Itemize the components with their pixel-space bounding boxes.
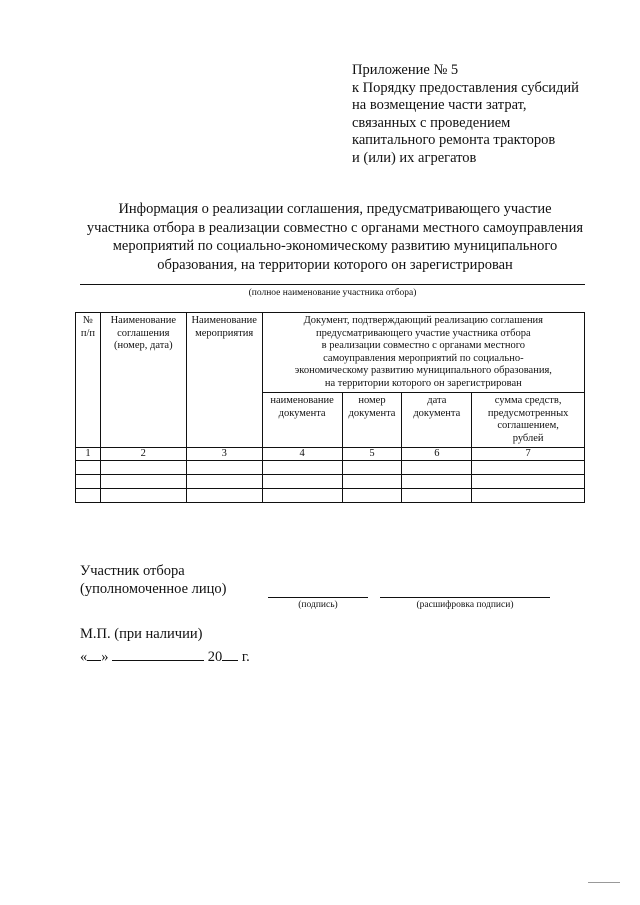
- appendix-header: [352, 62, 579, 167]
- col-header-agreement: Наименование соглашения (номер, дата): [100, 313, 186, 448]
- column-number: 6: [402, 448, 472, 461]
- table-cell[interactable]: [76, 489, 101, 503]
- col-header-doc-name: наименование документа: [262, 393, 342, 448]
- column-number: 4: [262, 448, 342, 461]
- title-line: участника отбора в реализации совместно с органами местного самоуправления: [86, 219, 584, 236]
- table-cell[interactable]: [472, 461, 585, 475]
- table-cell[interactable]: [262, 489, 342, 503]
- stamp-label: М.П. (при наличии): [80, 626, 203, 642]
- table-cell[interactable]: [472, 475, 585, 489]
- footer-rule: [588, 882, 620, 883]
- table-cell[interactable]: [100, 475, 186, 489]
- participant-name-caption: (полное наименование участника отбора): [248, 288, 417, 298]
- table-cell[interactable]: [402, 489, 472, 503]
- participant-name-field[interactable]: [80, 284, 585, 285]
- table-cell[interactable]: [100, 489, 186, 503]
- year-field[interactable]: [222, 646, 238, 661]
- appendix-line: Приложение № 5: [352, 62, 459, 78]
- title-line: Информация о реализации соглашения, предусматривающего участие: [118, 201, 552, 217]
- column-number: 7: [472, 448, 585, 461]
- appendix-line: к Порядку предоставления субсидий: [352, 79, 579, 96]
- table-row: [76, 475, 585, 489]
- signature-caption: (подпись): [298, 600, 338, 610]
- column-number: 1: [76, 448, 101, 461]
- year-prefix: 20: [207, 649, 223, 665]
- info-table: [75, 312, 585, 503]
- month-field[interactable]: [112, 646, 204, 661]
- table-cell[interactable]: [342, 489, 402, 503]
- table-header-row: [76, 313, 585, 393]
- signature-decoding-field[interactable]: [380, 597, 550, 598]
- table-cell[interactable]: [186, 489, 262, 503]
- day-field[interactable]: [87, 646, 101, 661]
- table-cell[interactable]: [262, 475, 342, 489]
- table-cell[interactable]: [402, 475, 472, 489]
- table-cell[interactable]: [76, 461, 101, 475]
- appendix-line: и (или) их агрегатов: [352, 149, 477, 166]
- col-header-amount: сумма средств, предусмотренных соглашением, рублей: [472, 393, 585, 448]
- table-cell[interactable]: [262, 461, 342, 475]
- title-line: образования, на территории которого он зарегистрирован: [157, 256, 513, 273]
- year-suffix: г.: [241, 649, 250, 665]
- table-cell[interactable]: [472, 489, 585, 503]
- table-cell[interactable]: [402, 461, 472, 475]
- column-number: 2: [100, 448, 186, 461]
- col-header-doc-number: номер документа: [342, 393, 402, 448]
- col-header-measure: Наименование мероприятия: [186, 313, 262, 448]
- quote-open: «: [80, 649, 88, 665]
- signature-decoding-caption: (расшифровка подписи): [416, 600, 514, 610]
- title-line: мероприятий по социально-экономическому развитию муниципального: [112, 238, 558, 254]
- appendix-line: капитального ремонта тракторов: [352, 132, 556, 148]
- signer-label: Участник отбора (уполномоченное лицо): [80, 563, 227, 597]
- col-header-number: № п/п: [76, 313, 101, 448]
- table-cell[interactable]: [100, 461, 186, 475]
- table-cell[interactable]: [76, 475, 101, 489]
- table-cell[interactable]: [186, 475, 262, 489]
- quote-close: »: [101, 649, 109, 665]
- column-number: 5: [342, 448, 402, 461]
- table-cell[interactable]: [342, 475, 402, 489]
- table-cell[interactable]: [186, 461, 262, 475]
- table-cell[interactable]: [342, 461, 402, 475]
- col-header-doc-date: дата документа: [402, 393, 472, 448]
- appendix-line: связанных с проведением: [352, 114, 511, 131]
- column-number: 3: [186, 448, 262, 461]
- column-number-row: [76, 448, 585, 461]
- document-title: [70, 200, 600, 274]
- table-row: [76, 489, 585, 503]
- appendix-line: на возмещение части затрат,: [352, 97, 527, 113]
- date-line: [80, 646, 250, 666]
- table-row: [76, 461, 585, 475]
- col-header-document-group: Документ, подтверждающий реализацию соглашения предусматривающего участие участника отбора в реализации совместно с органами местного самоуправления мероприятий по социально- экономическому развитию муниципального образования, на территории которого он зарегистрирован: [262, 313, 584, 393]
- signature-field[interactable]: [268, 597, 368, 598]
